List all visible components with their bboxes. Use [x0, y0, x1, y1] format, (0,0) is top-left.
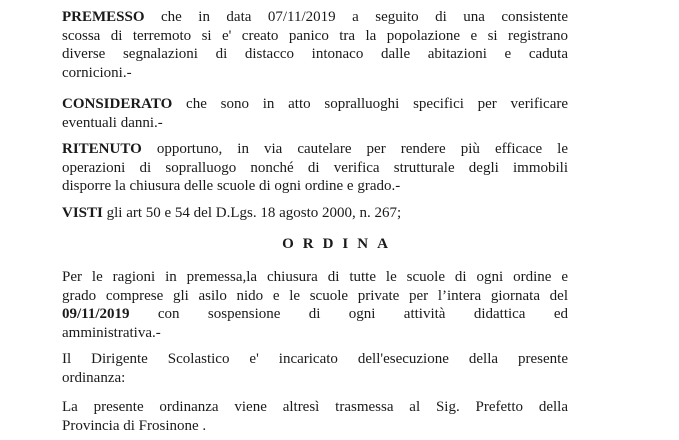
dirigente-paragraph: [62, 350, 568, 387]
trasmessa-line-2: Provincia di Frosinone .: [62, 417, 207, 434]
ritenuto-keyword: RITENUTO: [62, 141, 142, 157]
trasmessa-paragraph: [62, 398, 568, 435]
ritenuto-line-2: operazioni di sopralluogo nonché di verifica strutturale degli immobili: [62, 159, 568, 176]
ordina-line-3: 09/11/2019 con sospensione di ogni attività didattica ed: [62, 306, 568, 322]
premesso-line-2: scossa di terremoto si e' creato panico tra la popolazione e si registrano: [62, 27, 568, 44]
dirigente-line-1: Il Dirigente Scolastico e' incaricato dell'esecuzione della presente: [62, 351, 568, 367]
premesso-keyword: PREMESSO: [62, 9, 145, 25]
visti-paragraph: [62, 204, 568, 223]
ordina-paragraph: [62, 268, 568, 342]
ordina-heading: ORDINA: [282, 236, 397, 252]
visti-line-1: VISTI gli art 50 e 54 del D.Lgs. 18 agosto 2000, n. 267;: [62, 205, 402, 221]
ordina-line-1: Per le ragioni in premessa,la chiusura di tutte le scuole di ogni ordine e: [62, 269, 568, 285]
trasmessa-line-1: La presente ordinanza viene altresì trasmessa al Sig. Prefetto della: [62, 399, 568, 415]
ordina-date: 09/11/2019: [62, 306, 130, 322]
ordina-line-2: grado comprese gli asilo nido e le scuole private per l’intera giornata del: [62, 287, 568, 304]
considerato-paragraph: [62, 95, 568, 132]
ritenuto-line-3: disporre la chiusura delle scuole di ogni ordine e grado.-: [62, 178, 401, 194]
premesso-paragraph: [62, 8, 568, 82]
ordina-line-4: amministrativa.-: [62, 324, 161, 341]
considerato-keyword: CONSIDERATO: [62, 96, 173, 112]
premesso-line-3: diverse segnalazioni di distacco intonaco dalle abitazioni e caduta: [62, 46, 568, 62]
considerato-line-1: CONSIDERATO che sono in atto sopralluoghi specifici per verificare: [62, 96, 568, 112]
premesso-line-1: PREMESSO che in data 07/11/2019 a seguito di una consistente: [62, 9, 568, 25]
ritenuto-line-1: RITENUTO opportuno, in via cautelare per rendere più efficace le: [62, 141, 569, 157]
dirigente-line-2: ordinanza:: [62, 369, 126, 386]
premesso-line-4: cornicioni.-: [62, 64, 132, 81]
ritenuto-paragraph: [62, 140, 568, 196]
visti-keyword: VISTI: [62, 205, 103, 221]
considerato-line-2: eventuali danni.-: [62, 114, 163, 131]
